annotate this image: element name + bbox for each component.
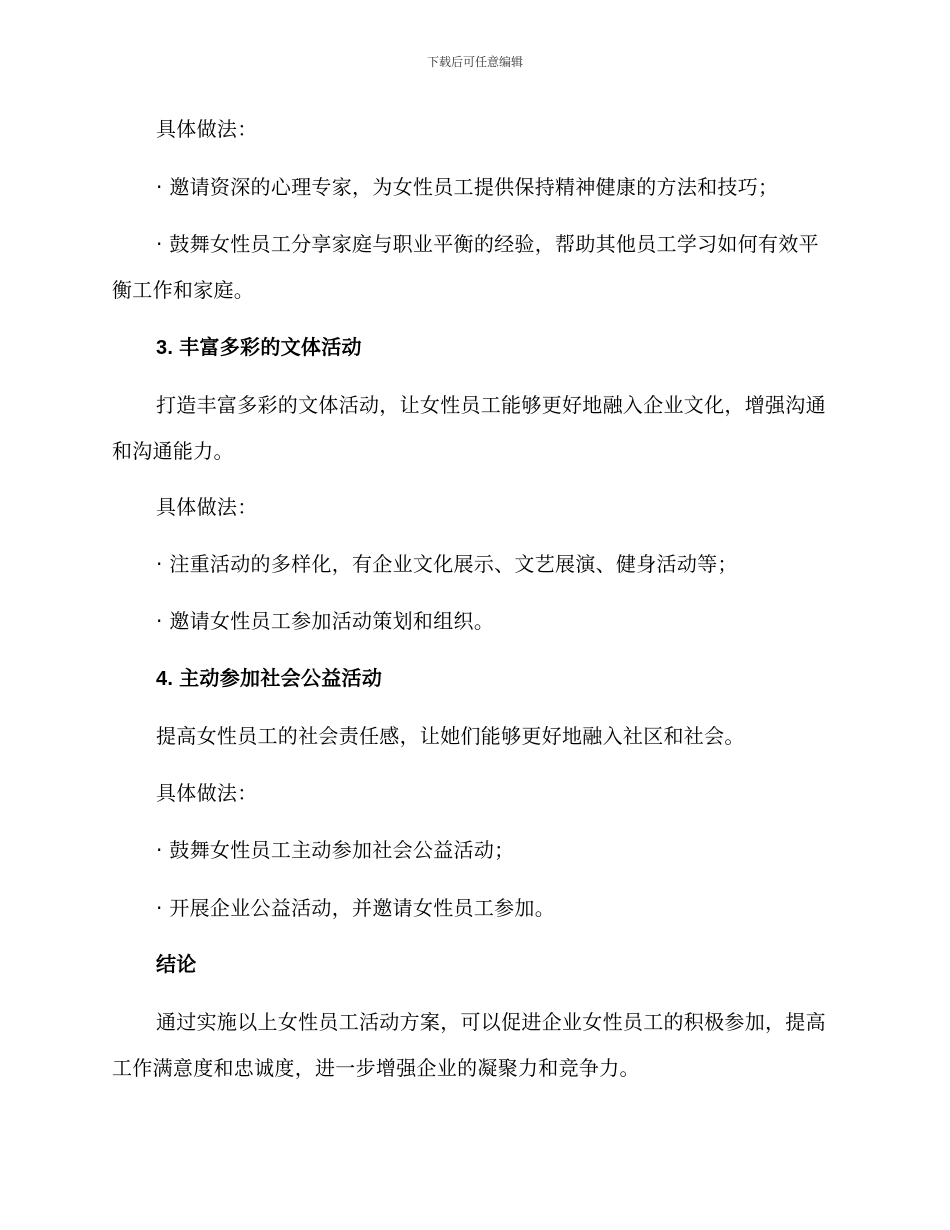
- method-label-1: 具体做法：: [156, 117, 258, 141]
- bullet-psychologist: · 邀请资深的心理专家，为女性员工提供保持精神健康的方法和技巧；: [156, 175, 779, 199]
- conclusion-text: 通过实施以上女性员工活动方案，可以促进企业女性员工的积极参加，提高工作满意度和忠诚度，进一步增强企业的凝聚力和竞争力。: [112, 1010, 826, 1080]
- bullet-work-life-balance: · 鼓舞女性员工分享家庭与职业平衡的经验，帮助其他员工学习如何有效平衡工作和家庭。: [112, 232, 819, 302]
- section-3-intro: 打造丰富多彩的文体活动，让女性员工能够更好地融入企业文化，增强沟通和沟通能力。: [112, 393, 826, 463]
- section-4-intro: 提高女性员工的社会责任感，让她们能够更好地融入社区和社会。: [156, 724, 745, 748]
- method-label-3: 具体做法：: [156, 781, 258, 805]
- method-label-2: 具体做法：: [156, 495, 258, 519]
- bullet-company-welfare: · 开展企业公益活动，并邀请女性员工参加。: [156, 896, 556, 920]
- bullet-diverse-activities: · 注重活动的多样化，有企业文化展示、文艺展演、健身活动等；: [156, 552, 738, 576]
- page-header: 下载后可任意编辑: [426, 55, 523, 69]
- bullet-public-welfare: · 鼓舞女性员工主动参加社会公益活动；: [156, 838, 515, 862]
- conclusion-heading: 结论: [156, 954, 197, 976]
- bullet-planning: · 邀请女性员工参加活动策划和组织。: [156, 609, 495, 633]
- section-heading-3: 3. 丰富多彩的文体活动: [156, 337, 362, 359]
- section-heading-4: 4. 主动参加社会公益活动: [156, 668, 383, 690]
